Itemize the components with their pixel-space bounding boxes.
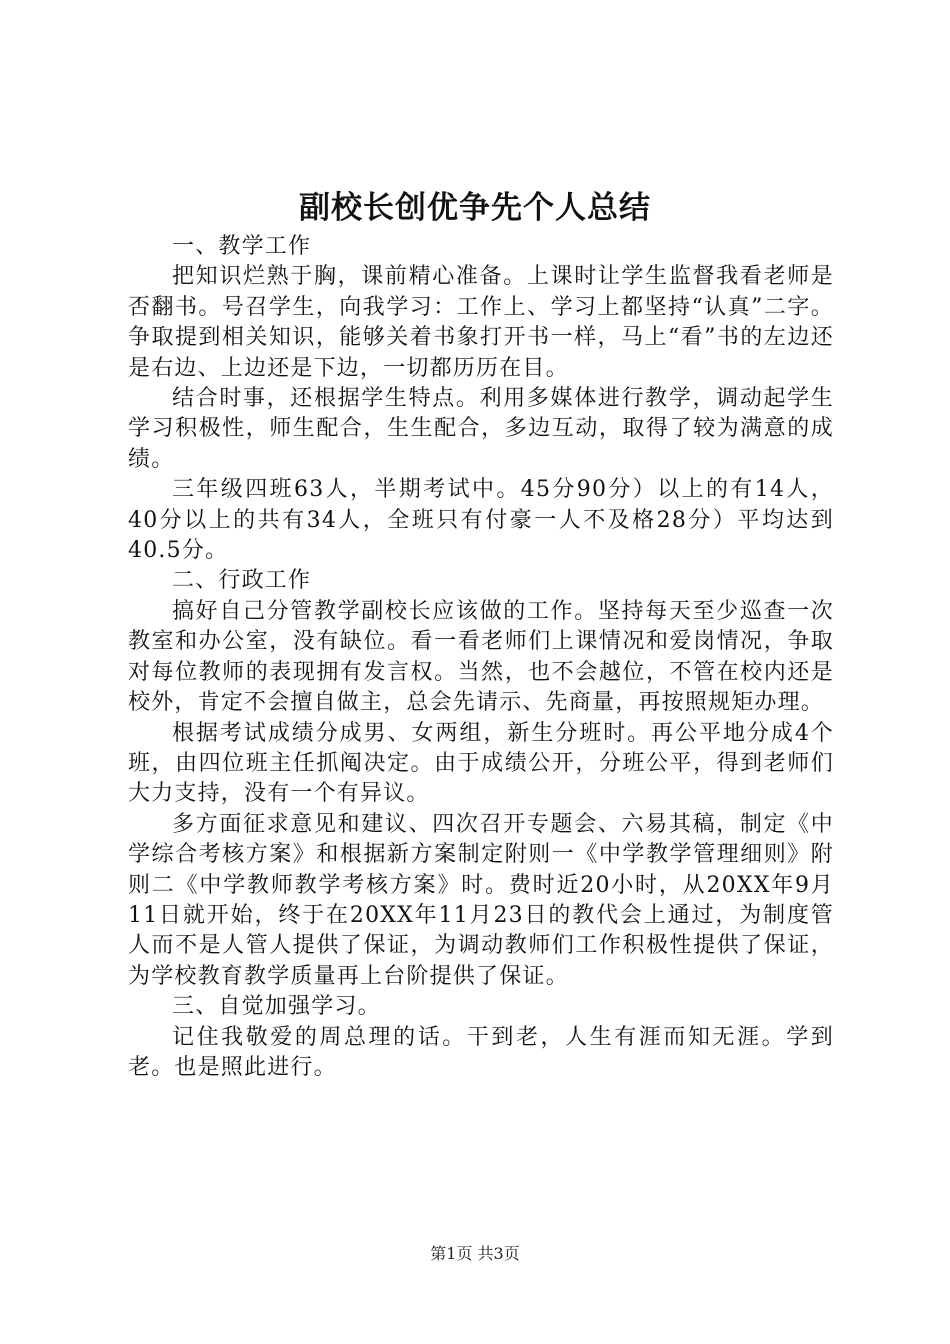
document-title: 副校长创优争先个人总结: [299, 190, 651, 226]
body-paragraph: 多方面征求意见和建议、四次召开专题会、六易其稿，制定《中学综合考核方案》和根据新方案制定附则一《中学教学管理细则》附则二《中学教师教学考核方案》时。费时近20小时，从20XX年9月11日就开始，终于在20XX年11月23日的教代会上通过，为制度管人而不是人管人提供了保证，为调动教师们工作积极性提供了保证，为学校教育教学质量再上台阶提供了保证。: [128, 811, 834, 989]
body-paragraph: 把知识烂熟于胸，课前精心准备。上课时让学生监督我看老师是否翻书。号召学生，向我学习：工作上、学习上都坚持“认真”二字。争取提到相关知识，能够关着书象打开书一样，马上“看”书的左边还是右边、上边还是下边，一切都历历在目。: [128, 264, 834, 381]
section-heading-teaching: 一、教学工作: [172, 234, 312, 259]
body-paragraph: 搞好自己分管教学副校长应该做的工作。坚持每天至少巡查一次教室和办公室，没有缺位。看一看老师们上课情况和爱岗情况，争取对每位教师的表现拥有发言权。当然，也不会越位，不管在校内还是校外，肯定不会擅自做主，总会先请示、先商量，再按照规矩办理。: [128, 598, 834, 716]
body-paragraph: 三年级四班63人，半期考试中。45分90分）以上的有14人，40分以上的共有34人，全班只有付豪一人不及格28分）平均达到40.5分。: [128, 477, 834, 564]
body-paragraph: 记住我敬爱的周总理的话。干到老，人生有涯而知无涯。学到老。也是照此进行。: [128, 1024, 834, 1080]
document-body: [128, 232, 834, 1083]
body-paragraph: 根据考试成绩分成男、女两组，新生分班时。再公平地分成4个班，由四位班主任抓阄决定。由于成绩公开，分班公平，得到老师们大力支持，没有一个有异议。: [128, 720, 834, 807]
section-heading-study: 三、自觉加强学习。: [172, 994, 381, 1020]
section-heading-administration: 二、行政工作: [172, 568, 312, 594]
body-paragraph: 结合时事，还根据学生特点。利用多媒体进行教学，调动起学生学习积极性，师生配合，生生配合，多边互动，取得了较为满意的成绩。: [128, 386, 834, 472]
page-number-footer: 第1页 共3页: [430, 1244, 520, 1263]
